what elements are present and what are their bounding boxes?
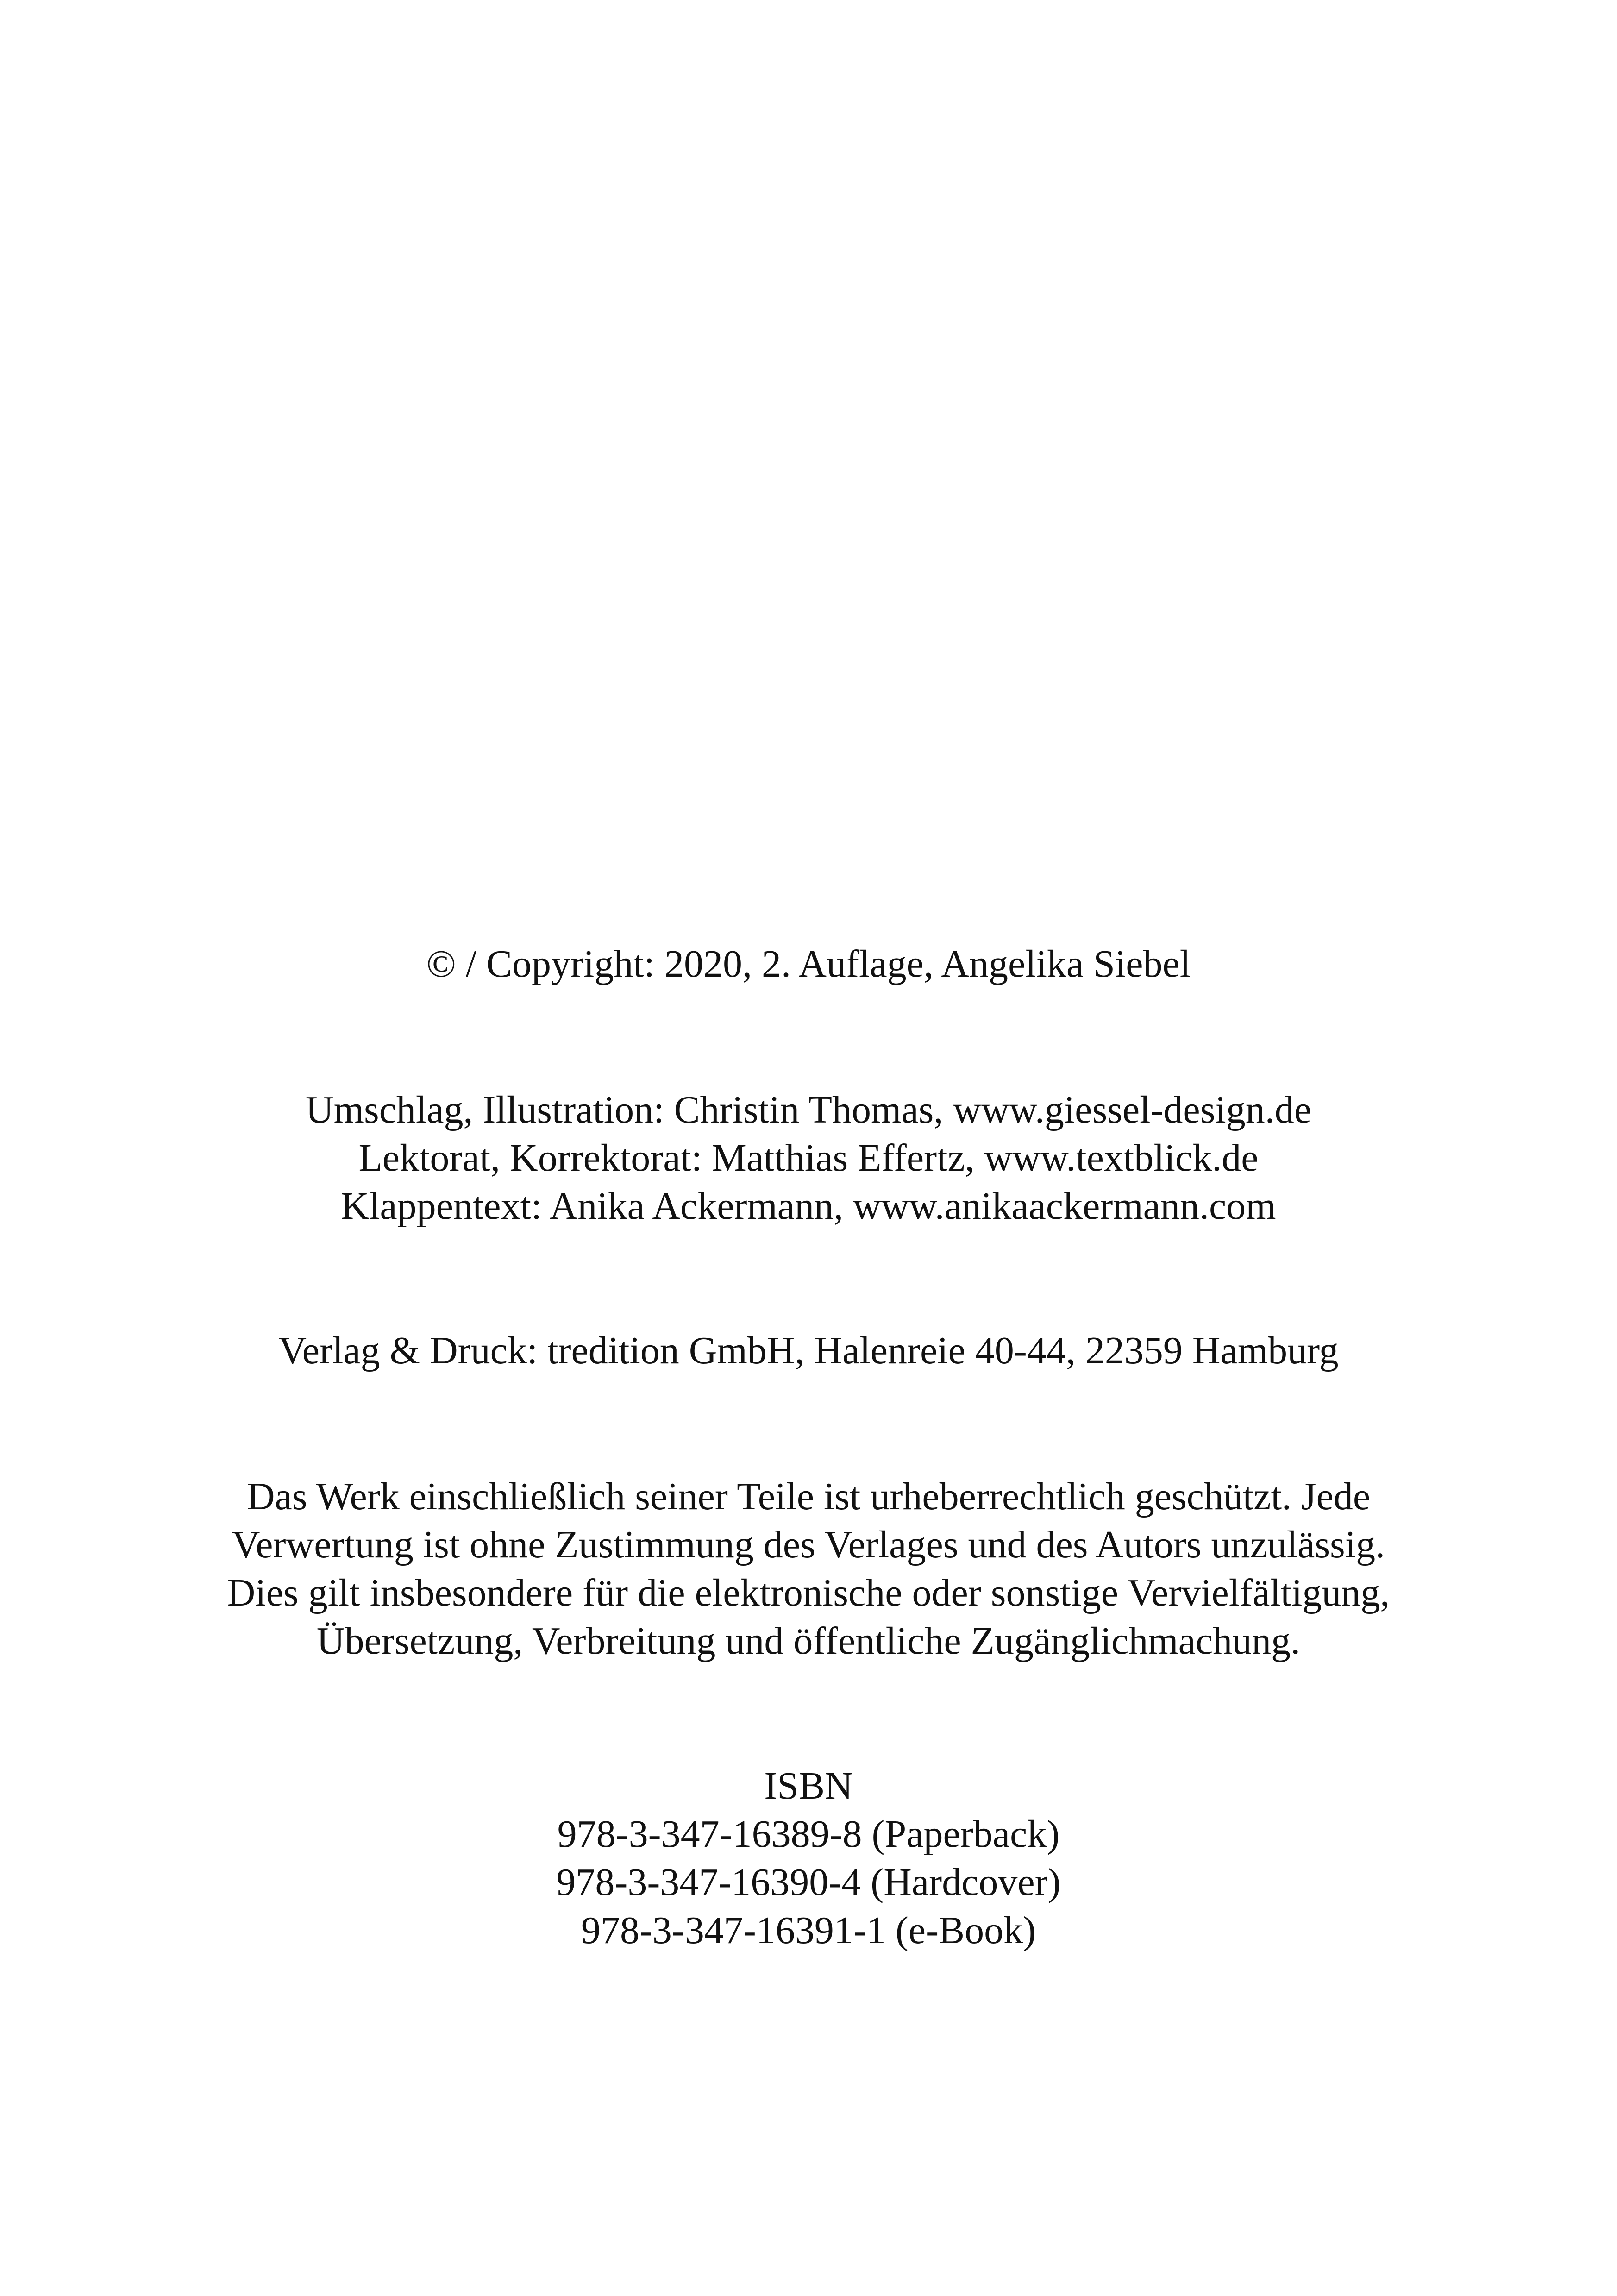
credit-cover-illustration: Umschlag, Illustration: Christin Thomas, www.giessel-design.de <box>305 1088 1312 1131</box>
isbn-ebook: 978-3-347-16391-1 (e-Book) <box>581 1909 1036 1952</box>
isbn-section <box>139 1762 1478 1955</box>
isbn-hardcover: 978-3-347-16390-4 (Hardcover) <box>556 1861 1061 1904</box>
publisher-line: Verlag & Druck: tredition GmbH, Halenreie 40-44, 22359 Hamburg <box>278 1329 1339 1372</box>
rights-notice <box>139 1473 1478 1665</box>
copyright-notice <box>139 940 1478 988</box>
credit-blurb: Klappentext: Anika Ackermann, www.anikaackermann.com <box>341 1185 1276 1228</box>
isbn-paperback: 978-3-347-16389-8 (Paperback) <box>557 1813 1060 1856</box>
credits-section <box>139 1086 1478 1230</box>
rights-line-4: Übersetzung, Verbreitung und öffentliche Zugänglichmachung. <box>316 1619 1301 1662</box>
publisher-info <box>139 1327 1478 1375</box>
rights-line-3: Dies gilt insbesondere für die elektronische oder sonstige Vervielfältigung, <box>227 1571 1390 1614</box>
isbn-label: ISBN <box>764 1764 853 1807</box>
rights-line-1: Das Werk einschließlich seiner Teile ist urheberrechtlich geschützt. Jede <box>246 1475 1371 1518</box>
credit-editing: Lektorat, Korrektorat: Matthias Effertz, www.textblick.de <box>358 1136 1259 1179</box>
copyright-line: © / Copyright: 2020, 2. Auflage, Angelika Siebel <box>426 942 1191 985</box>
rights-line-2: Verwertung ist ohne Zustimmung des Verlages und des Autors unzulässig. <box>232 1523 1385 1566</box>
